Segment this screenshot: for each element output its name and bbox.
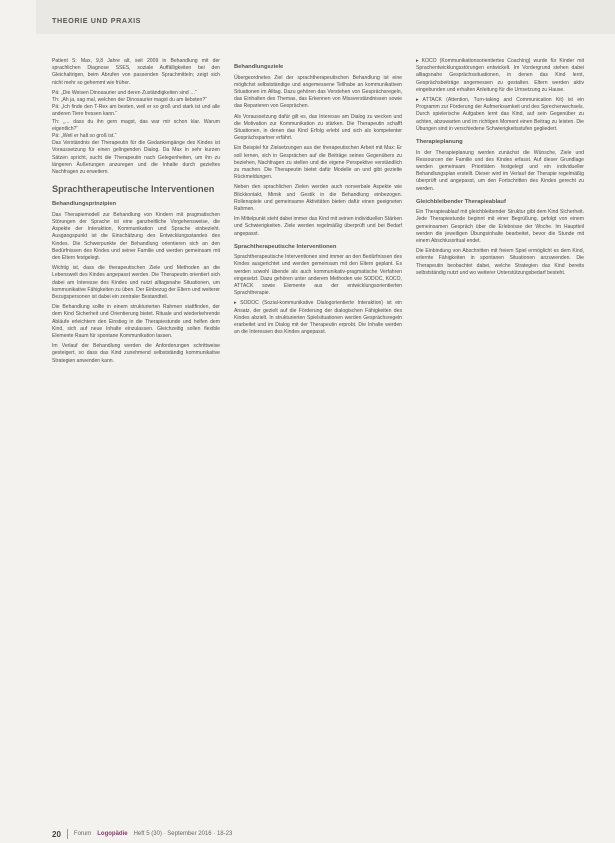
paragraph: Die Einbindung von Abschnitten mit freiem Spiel ermöglicht es dem Kind, erlernte Fähigkeiten in spontanen Situationen anzuwenden. Die Therapeutin beobachtet dabei, welche Strategien das Kind bereits selbstständig nutzt und wo weiterer Unterstützungsbedarf besteht.	[416, 248, 584, 276]
paragraph: Wichtig ist, dass die therapeutischen Ziele und Methoden an die Lebenswelt des Kindes angepasst werden. Die Therapeutin orientiert sich dabei am Interesse des Kindes und nutzt alltagsnahe Situationen, um kommunikative Fähigkeiten zu üben. Der Einbezug der Eltern und weiterer Bezugspersonen ist dabei ein zentraler Bestandteil.	[52, 265, 220, 300]
paragraph: Sprachtherapeutische Interventionen sind immer an den Bedürfnissen des Kindes ausgerichtet und werden gemeinsam mit den Eltern geplant. Es werden sowohl übende als auch kommunikativ-pragmatische Verfahren eingesetzt. Dazu gehören unter anderem Methoden wie SODOC, KOCO, ATTACK sowie Elemente aus der entwicklungsorientierten Sprachtherapie.	[234, 254, 402, 297]
text-column-2	[234, 58, 402, 810]
paragraph: Übergeordnetes Ziel der sprachtherapeutischen Behandlung ist eine möglichst selbstständige und angemessene Teilhabe an kommunikativen Situationen im Alltag. Dazu gehören das Verstehen von Gesprächsregeln, das Einhalten des Themas, das Erkennen von Missverständnissen sowie das Reparieren von Gesprächen.	[234, 74, 402, 110]
journal-brand: Logopädie	[97, 831, 128, 837]
journal-prefix: Forum	[73, 831, 92, 837]
text-column-1	[52, 58, 220, 810]
page-footer	[52, 828, 592, 840]
paragraph: Das Therapiemodell zur Behandlung von Kindern mit pragmatischen Störungen der Sprache ist eine ganzheitliche Vorgehensweise, die Aspekte der Interaktion, Kommunikation und Sprache einbezieht. Ausgangspunkt ist die Einschätzung des Entwicklungsstandes des Kindes. Die Schwerpunkte der Behandlung orientieren sich an den Bedürfnissen des Kindes und seiner Familie und werden gemeinsam mit den Eltern festgelegt.	[52, 211, 220, 261]
subsection-heading: Gleichbleibender Therapieablauf	[416, 198, 506, 205]
dialogue-line: Pä: „Die Weisen Dinosaurier und deren Zuständigkeiten sind …“	[52, 89, 197, 96]
paragraph: ▸ ATTACK (Attention, Turn-taking and Communication Kit) ist ein Programm zur Förderung der Aufmerksamkeit und des Sprecherwechsels. Durch spielerische Aufgaben lernt das Kind, auf sein Gegenüber zu achten, abzuwarten und im richtigen Moment einen Beitrag zu leisten. Die Übungen sind in verschiedene Schwierigkeitsstufen gegliedert.	[416, 97, 584, 132]
dialogue-line: Th: „Ah ja, sag mal, welchen der Dinosaurier magst du am liebsten?“	[52, 97, 207, 104]
subsection-heading: Behandlungsprinzipien	[52, 201, 117, 208]
paragraph: Neben den sprachlichen Zielen werden auch nonverbale Aspekte wie Blickkontakt, Mimik und Gestik in die Behandlung einbezogen. Rollenspiele und gemeinsame Aktivitäten bieten dafür einen geeigneten Rahmen.	[234, 184, 402, 212]
paragraph: Das Verständnis der Therapeutin für die Gedankengänge des Kindes ist Voraussetzung für einen gelingenden Dialog. Da Max in sehr kurzen Sätzen spricht, sucht die Therapeutin nach Gelegenheiten, um ihn zu längeren Äußerungen anzuregen und die Inhalte durch gezieltes Nachfragen zu erweitern.	[52, 140, 220, 176]
paragraph: ▸ SODOC (Sozial-kommunikative Dialogorientierte Interaktion) ist ein Ansatz, der gezielt auf die Förderung der dialogischen Fähigkeiten des Kindes abzielt. In strukturierten Spielsituationen werden Gesprächsregeln erarbeitet und im Dialog mit der Therapeutin erprobt. Die Inhalte werden an die Interessen des Kindes angepasst.	[234, 300, 402, 336]
footer-divider	[67, 829, 68, 839]
dialogue-line: Th: „… dass du ihn gern magst, das war mir schon klar. Warum eigentlich?“	[52, 118, 220, 132]
paragraph: Patient S: Max, 9,8 Jahre alt, seit 2009 in Behandlung mit der sprachlichen Diagnose SSES, soziale Auffälligkeiten bei den Gleichaltrigen, beim Abrufen von passenden Sprachmitteln; zeigt sich nicht mehr so gehemmt wie früher.	[52, 58, 220, 86]
subsection-heading: Therapieplanung	[416, 139, 463, 146]
section-label: THEORIE UND PRAXIS	[52, 16, 142, 25]
paragraph: In der Therapieplanung werden zunächst die Wünsche, Ziele und Ressourcen der Familie und des Kindes erfasst. Auf dieser Grundlage werden gemeinsam Prioritäten festgelegt und ein individueller Behandlungsplan erstellt. Dieser wird im Verlauf der Therapie regelmäßig überprüft und angepasst, um den Fortschritten des Kindes gerecht zu werden.	[416, 149, 584, 192]
paragraph: Als Voraussetzung dafür gilt es, das Interesse am Dialog zu wecken und die Motivation zur Kommunikation zu stärken. Die Therapeutin schafft Situationen, in denen das Kind Erfolg erlebt und sich als kompetenter Gesprächspartner erfährt.	[234, 113, 402, 142]
paragraph: Im Verlauf der Behandlung werden die Anforderungen schrittweise gesteigert, so dass das Kind zunehmend selbstständig kommunikative Strategien anwenden kann.	[52, 343, 220, 364]
dialogue-line: Pä: „Ich finde den T-Rex am besten, weil er so groß und stark ist und alle anderen Tiere fressen kann.“	[52, 104, 220, 118]
paragraph: Die Behandlung sollte in einem strukturierten Rahmen stattfinden, der dem Kind Sicherheit und Orientierung bietet. Rituale und wiederkehrende Abläufe erleichtern den Einstieg in die Therapiestunde und helfen dem Kind, sich auf neue Inhalte einzulassen. Gleichzeitig sollen flexible Elemente Raum für spontane Kommunikation lassen.	[52, 304, 220, 339]
page-number: 20	[52, 829, 61, 839]
subsection-heading: Sprachtherapeutische Interventionen	[234, 243, 337, 250]
paragraph: Ein Therapieablauf mit gleichbleibender Struktur gibt dem Kind Sicherheit. Jede Therapiestunde beginnt mit einer Begrüßung, gefolgt von einem gemeinsamen Gespräch über die Erlebnisse der Woche. Im Hauptteil werden die jeweiligen Übungsinhalte bearbeitet, bevor die Stunde mit einem Abschlussritual endet.	[416, 209, 584, 245]
text-columns	[52, 58, 586, 810]
paragraph: ▸ KOCO (Kommunikationsorientiertes Coaching) wurde für Kinder mit Sprachentwicklungsstörungen entwickelt. Im Vordergrund stehen dabei alltagsnahe Gesprächssituationen, in denen das Kind lernt, Gesprächsbeiträge angemessen zu gestalten. Eltern werden aktiv eingebunden und erhalten Anleitung für die Umsetzung zu Hause.	[416, 58, 584, 93]
paragraph: Ein Beispiel für Zielsetzungen aus der therapeutischen Arbeit mit Max: Er soll lernen, sich in Gesprächen auf die Beiträge seines Gegenübers zu beziehen, Nachfragen zu stellen und die eigene Perspektive verständlich zu machen. Die Therapeutin bietet dafür Modelle an und gibt gezielte Rückmeldungen.	[234, 145, 402, 181]
paragraph: Im Mittelpunkt steht dabei immer das Kind mit seinen individuellen Stärken und Schwierigkeiten. Ziele werden regelmäßig überprüft und bei Bedarf angepasst.	[234, 216, 402, 237]
text-column-3	[416, 58, 584, 810]
dialogue-line: Pä: „Weil er halt so groß ist.“	[52, 133, 117, 140]
issue-info: Heft 5 (30) · September 2016 · 18-23	[133, 831, 233, 837]
section-heading: Sprachtherapeutische Interventionen	[52, 184, 215, 195]
subsection-heading: Behandlungsziele	[234, 64, 284, 70]
